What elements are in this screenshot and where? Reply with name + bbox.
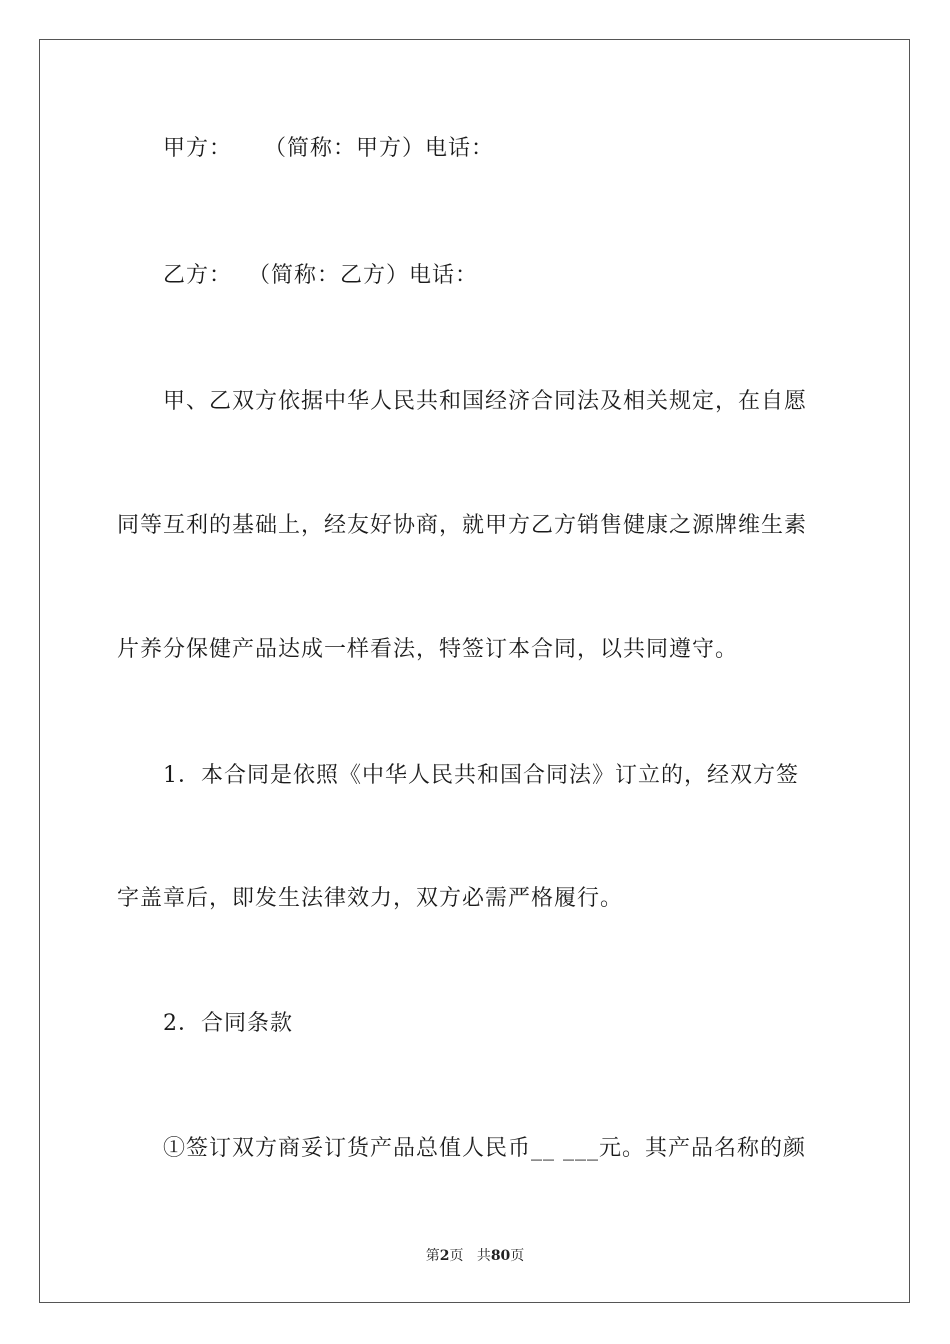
clause-1-line-2: 字盖章后，即发生法律效力，双方必需严格履行。 (117, 886, 624, 911)
page-border (39, 39, 910, 1303)
preamble-line-3: 片养分保健产品达成一样看法，特签订本合同，以共同遵守。 (117, 637, 739, 662)
preamble-line-2: 同等互利的基础上，经友好协商，就甲方乙方销售健康之源牌维生素 (117, 513, 808, 538)
party-b-line: 乙方： （简称：乙方）电话： (163, 263, 478, 288)
party-a-line: 甲方： （简称：甲方）电话： (163, 136, 494, 161)
clause-2-heading: 2．合同条款 (163, 1011, 293, 1036)
footer-total-prefix: 共 (476, 1248, 491, 1264)
footer-page-prefix: 第 (425, 1248, 440, 1264)
clause-1-line-1: 1．本合同是依照《中华人民共和国合同法》订立的，经双方签 (163, 763, 799, 788)
page-footer (0, 1247, 950, 1265)
footer-total-suffix: 页 (510, 1248, 525, 1264)
footer-page-suffix: 页 (449, 1248, 464, 1264)
footer-current-page: 2 (439, 1248, 450, 1264)
clause-2-item-1: ①签订双方商妥订货产品总值人民币__ ___元。其产品名称的颜 (163, 1136, 806, 1161)
footer-total-pages: 80 (490, 1248, 511, 1264)
preamble-line-1: 甲、乙双方依据中华人民共和国经济合同法及相关规定，在自愿 (163, 389, 808, 414)
